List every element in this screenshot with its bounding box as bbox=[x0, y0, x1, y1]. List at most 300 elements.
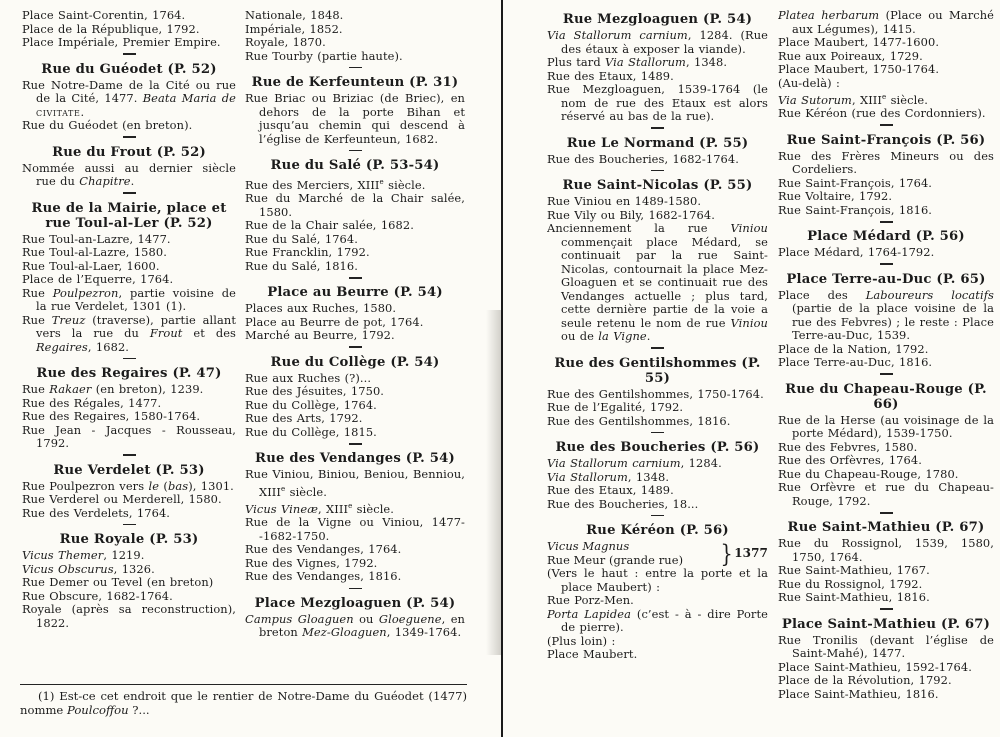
text-run: (Vers le haut : entre la porte et la place Maubert) : bbox=[547, 566, 768, 594]
street-entry bbox=[245, 92, 465, 146]
text-run: Rue des Boucheries, 18... bbox=[547, 496, 699, 511]
text-run: Rue aux Poireaux, 1729. bbox=[778, 48, 923, 63]
text-run: siècle. bbox=[285, 484, 327, 499]
text-run: Rue du Collège, 1764. bbox=[245, 397, 377, 412]
text-run: (traverse), partie allant vers la rue du bbox=[36, 312, 236, 340]
street-entry bbox=[547, 484, 768, 498]
section-heading bbox=[245, 158, 465, 173]
section-heading bbox=[245, 596, 465, 611]
text-run: e bbox=[281, 483, 286, 493]
text-run: Rue des Arts, 1792. bbox=[245, 411, 363, 426]
street-entry bbox=[245, 219, 465, 233]
text-run: Rue des Regaires (P. 47) bbox=[36, 366, 222, 381]
text-run: Rue Royale (P. 53) bbox=[59, 532, 199, 547]
text-run: Rue des Gentilshommes, 1816. bbox=[547, 413, 731, 428]
text-run: Rue Verdelet (P. 53) bbox=[53, 462, 205, 478]
text-run: Rue Tronilis (devant l’église de Saint-Mahé), 1477. bbox=[778, 632, 994, 661]
text-run: Rue Kéréon (P. 56) bbox=[586, 523, 729, 538]
section-heading bbox=[547, 356, 768, 386]
street-entry bbox=[22, 260, 236, 274]
text-run: Rue du Collège, 1815. bbox=[245, 424, 377, 439]
italic-text: le bbox=[148, 478, 160, 493]
divider-dash bbox=[349, 277, 362, 279]
street-entry bbox=[778, 190, 994, 204]
street-entry bbox=[22, 603, 236, 630]
italic-text: Beata Maria de bbox=[142, 91, 236, 105]
section-divider bbox=[547, 124, 768, 133]
street-entry bbox=[547, 471, 768, 485]
text-run: Rue du Salé, 1764. bbox=[245, 231, 358, 246]
divider-dash bbox=[651, 127, 664, 129]
brace-glyph: } bbox=[720, 539, 733, 568]
braced-line bbox=[547, 554, 719, 568]
street-entry bbox=[22, 563, 236, 577]
text-run: Place de la Révolution, 1792. bbox=[778, 673, 952, 688]
section-heading bbox=[547, 136, 768, 151]
text-run: Rue Saint-Mathieu, 1816. bbox=[778, 590, 930, 605]
italic-text: Chapitre bbox=[79, 174, 131, 188]
divider-dash bbox=[123, 53, 136, 55]
text-run: Place Maubert. bbox=[547, 647, 638, 661]
street-entry bbox=[778, 356, 994, 370]
text-run: Rue des Jésuites, 1750. bbox=[245, 384, 385, 399]
street-entry bbox=[778, 591, 994, 605]
street-entry bbox=[547, 222, 768, 344]
street-entry bbox=[778, 50, 994, 64]
section-heading bbox=[245, 285, 465, 300]
braced-lines bbox=[547, 540, 719, 567]
divider-dash bbox=[123, 454, 136, 456]
section-divider bbox=[547, 428, 768, 437]
text-run: , 1348. bbox=[627, 469, 670, 484]
text-run: Rue du Rossignol, 1539, 1580, 1750, 1764. bbox=[778, 536, 994, 564]
text-run: Rue des Regaires, 1580-1764. bbox=[22, 409, 201, 423]
section-heading bbox=[547, 12, 768, 27]
text-run: Rue des Frères Mineurs ou des Cordeliers. bbox=[778, 148, 994, 177]
text-run: Rue Notre-Dame de la Cité ou rue de la Cité, 1477. bbox=[22, 77, 236, 105]
right-page-column-1 bbox=[547, 9, 768, 731]
divider-dash bbox=[349, 443, 362, 445]
street-entry bbox=[778, 674, 994, 688]
section-divider bbox=[245, 439, 465, 448]
section-heading bbox=[22, 366, 236, 381]
text-run: ou bbox=[353, 611, 379, 626]
street-entry bbox=[547, 567, 768, 594]
street-entry bbox=[22, 576, 236, 590]
text-run: Rue Mezgloaguen, 1539-1764 (le nom de rue des Etaux est alors réservé au bas de la rue). bbox=[547, 82, 768, 123]
section-heading bbox=[22, 201, 236, 231]
text-run: Place Médard, 1764-1792. bbox=[778, 245, 935, 260]
section-divider bbox=[22, 50, 236, 59]
text-run: , partie voisine de la rue Verdelet, 1301 (1). bbox=[36, 285, 236, 313]
text-run: Rue des Vendanges (P. 54) bbox=[255, 451, 455, 467]
street-entry bbox=[547, 594, 768, 608]
street-entry bbox=[547, 83, 768, 124]
left-page-column-1 bbox=[22, 9, 236, 681]
section-heading bbox=[778, 617, 994, 632]
text-run: Rue Saint-Mathieu (P. 67) bbox=[787, 520, 985, 536]
italic-text: Mez-Gloaguen bbox=[302, 625, 387, 640]
section-divider bbox=[778, 260, 994, 269]
text-run: Impériale, 1852. bbox=[245, 21, 343, 36]
text-run: Rue Toul-al-Lazre, 1580. bbox=[22, 245, 167, 259]
street-entry bbox=[778, 537, 994, 564]
text-run: Rue Briac ou Briziac (de Briec), en dehors de la porte Bihan et jusqu’au chemin qui descend à l’église de Kerfeunteun, 1682. bbox=[245, 91, 465, 146]
section-divider bbox=[245, 63, 465, 72]
street-entry bbox=[245, 36, 465, 50]
street-entry bbox=[22, 424, 236, 451]
section-heading bbox=[22, 532, 236, 547]
divider-dash bbox=[349, 150, 362, 152]
street-entry bbox=[22, 314, 236, 355]
text-run: Royale (après sa reconstruction), 1822. bbox=[22, 602, 236, 630]
text-run: , XIII bbox=[851, 92, 882, 107]
divider-dash bbox=[123, 524, 136, 526]
street-entry bbox=[778, 634, 994, 661]
text-run: Anciennement la rue bbox=[547, 221, 731, 235]
street-entry bbox=[778, 343, 994, 357]
text-run: Place Saint-Mathieu, 1592-1764. bbox=[778, 659, 972, 674]
text-run: Rue des Etaux, 1489. bbox=[547, 68, 674, 83]
italic-text: Campus Gloaguen bbox=[245, 611, 354, 626]
text-run: Rue Voltaire, 1792. bbox=[778, 189, 893, 204]
street-entry bbox=[245, 316, 465, 330]
street-entry bbox=[547, 70, 768, 84]
street-entry bbox=[245, 412, 465, 426]
street-entry bbox=[22, 119, 236, 133]
section-heading bbox=[22, 62, 236, 77]
text-run: Rue de la Mairie, place et rue Toul-al-Ler (P. 52) bbox=[31, 200, 227, 231]
divider-dash bbox=[349, 588, 362, 590]
street-entry bbox=[778, 441, 994, 455]
text-run: Rue du Frout (P. 52) bbox=[52, 144, 206, 160]
text-run: et des bbox=[182, 326, 236, 340]
section-heading bbox=[547, 178, 768, 193]
text-run: e bbox=[348, 501, 353, 511]
brace-date: 1377 bbox=[734, 545, 768, 560]
text-run: , 1682. bbox=[87, 339, 130, 354]
text-run: (Au-delà) : bbox=[778, 75, 840, 90]
text-run: Rue du Collège (P. 54) bbox=[270, 354, 440, 370]
text-run: Rue du Salé (P. 53-54) bbox=[270, 158, 440, 173]
text-run: . bbox=[130, 174, 135, 188]
text-run: Plus tard bbox=[547, 55, 606, 69]
footnote bbox=[20, 684, 467, 717]
gutter-shadow bbox=[486, 310, 501, 655]
text-run: Rue des Verdelets, 1764. bbox=[22, 505, 171, 520]
section-heading bbox=[778, 229, 994, 244]
street-entry bbox=[22, 246, 236, 260]
text-run: Rue du Chapeau-Rouge (P. 66) bbox=[785, 381, 987, 412]
text-run: Rue Vily ou Bily, 1682-1764. bbox=[547, 207, 715, 222]
street-entry bbox=[22, 480, 236, 494]
text-run: Rue des Régales, 1477. bbox=[22, 395, 162, 410]
divider-dash bbox=[880, 124, 893, 126]
text-run: Rue Mezgloaguen (P. 54) bbox=[562, 12, 753, 27]
text-run: Rue du Guéodet (P. 52) bbox=[41, 61, 217, 77]
text-run: Rue Viniou, Biniou, Beniou, Benniou, XIII bbox=[245, 467, 465, 499]
text-run: Rue Obscure, 1682-1764. bbox=[22, 588, 173, 603]
text-run: Rue Poulpezron vers bbox=[22, 478, 149, 493]
text-run: . bbox=[646, 329, 651, 343]
text-run: Rue Meur (grande rue) bbox=[547, 552, 684, 567]
street-entry bbox=[245, 499, 465, 516]
text-run: Place des bbox=[778, 287, 866, 302]
street-entry bbox=[245, 192, 465, 219]
section-heading bbox=[547, 440, 768, 455]
street-entry bbox=[245, 613, 465, 640]
italic-text: Frout bbox=[149, 326, 183, 340]
text-run: , 1326. bbox=[113, 561, 155, 576]
text-run: Rue Viniou en 1489-1580. bbox=[547, 194, 702, 208]
text-run: siècle. bbox=[352, 501, 394, 516]
street-entry bbox=[778, 289, 994, 343]
italic-text: Vicus Themer bbox=[22, 548, 104, 562]
street-entry bbox=[22, 493, 236, 507]
text-run: ), 1301. bbox=[188, 478, 234, 493]
street-entry bbox=[245, 246, 465, 260]
text-run: civitate bbox=[36, 104, 81, 119]
section-divider bbox=[245, 343, 465, 352]
section-divider bbox=[547, 511, 768, 520]
street-entry bbox=[22, 507, 236, 521]
text-run: Nationale, 1848. bbox=[245, 9, 344, 22]
street-entry bbox=[547, 498, 768, 512]
section-heading bbox=[547, 523, 768, 538]
divider-dash bbox=[123, 358, 136, 360]
divider-dash bbox=[651, 347, 664, 349]
text-run: Rue des Vendanges, 1764. bbox=[245, 542, 402, 557]
text-run: commençait place Médard, se continuait par la rue Saint-Nicolas, contournait la place Mez-Gloaguen et se continuait rue des Vendanges actuelle ; plus tard, cette dernière partie de la voie a seule retenu le nom de rue bbox=[561, 234, 768, 330]
street-entry bbox=[245, 557, 465, 571]
text-run: (en breton), 1239. bbox=[91, 382, 204, 396]
left-page-column-2 bbox=[245, 9, 465, 729]
text-run: Rue aux Ruches (?)... bbox=[245, 370, 372, 385]
text-run: Rue Saint-François, 1816. bbox=[778, 202, 933, 217]
text-run: Rue des Boucheries, 1682-1764. bbox=[547, 151, 739, 166]
italic-text: Vicus Obscurus bbox=[22, 561, 114, 576]
street-entry bbox=[245, 260, 465, 274]
text-run: Rue Kéréon (rue des Cordonniers). bbox=[778, 106, 986, 121]
italic-text: la Vigne bbox=[598, 329, 647, 343]
text-run: ( bbox=[159, 478, 168, 493]
divider-dash bbox=[349, 67, 362, 69]
street-entry bbox=[22, 549, 236, 563]
divider-dash bbox=[880, 373, 893, 375]
italic-text: Laboureurs locatifs bbox=[865, 287, 994, 302]
street-entry bbox=[22, 23, 236, 37]
street-entry bbox=[778, 90, 994, 107]
italic-text: Vicus Vineæ bbox=[245, 501, 319, 516]
divider-dash bbox=[123, 136, 136, 138]
street-entry bbox=[22, 273, 236, 287]
italic-text: Poulpezron bbox=[52, 285, 119, 300]
section-divider bbox=[547, 344, 768, 353]
text-run: Rue de la Chair salée, 1682. bbox=[245, 218, 414, 233]
text-run: Rue Saint-Mathieu, 1767. bbox=[778, 563, 930, 578]
italic-text: Via Stallorum bbox=[547, 469, 628, 484]
text-run: Place Impériale, Premier Empire. bbox=[22, 35, 221, 49]
text-run: Rue Saint-François, 1764. bbox=[778, 175, 933, 190]
text-run: Rue Saint-François (P. 56) bbox=[786, 132, 986, 148]
text-run: (partie de la place voisine de la rue des Febvres) ; le reste : Place Terre-au-Duc, 1539. bbox=[792, 301, 994, 343]
text-run: Marché au Beurre, 1792. bbox=[245, 328, 395, 343]
street-entry bbox=[778, 688, 994, 702]
section-divider bbox=[778, 370, 994, 379]
street-entry bbox=[245, 385, 465, 399]
italic-text: Gloeguene bbox=[378, 611, 442, 626]
text-run: Place Mezgloaguen (P. 54) bbox=[254, 595, 456, 611]
text-run: Place Saint-Mathieu (P. 67) bbox=[781, 616, 991, 632]
section-divider bbox=[245, 273, 465, 282]
street-entry bbox=[778, 661, 994, 675]
braced-line bbox=[547, 540, 719, 554]
street-entry bbox=[245, 399, 465, 413]
street-entry bbox=[778, 9, 994, 36]
italic-text: Via Stallorum carnium bbox=[547, 456, 681, 470]
section-divider bbox=[778, 121, 994, 130]
text-run: (Place ou Marché aux Légumes), 1415. bbox=[792, 9, 994, 36]
divider-dash bbox=[880, 512, 893, 514]
text-run: Rue des Merciers, XIII bbox=[245, 177, 380, 192]
street-entry bbox=[245, 468, 465, 499]
street-entry bbox=[245, 302, 465, 316]
divider-dash bbox=[880, 608, 893, 610]
section-heading bbox=[245, 451, 465, 466]
text-run: Rue du Chapeau-Rouge, 1780. bbox=[778, 466, 959, 481]
divider-dash bbox=[880, 221, 893, 223]
text-run: Nommée aussi au dernier siècle rue du bbox=[22, 160, 236, 188]
street-entry bbox=[547, 635, 768, 649]
text-run: Place Maubert, 1750-1764. bbox=[778, 62, 940, 76]
text-run: Place Saint-Mathieu, 1816. bbox=[778, 686, 939, 701]
street-entry bbox=[22, 233, 236, 247]
text-run: Rue des Gentilshommes, 1750-1764. bbox=[547, 386, 764, 401]
text-run: Rue Demer ou Tevel (en breton) bbox=[22, 575, 214, 589]
brace-and-date bbox=[719, 539, 768, 568]
italic-text: Platea herbarum bbox=[778, 9, 880, 22]
text-run: siècle. bbox=[383, 177, 426, 192]
street-entry bbox=[778, 107, 994, 121]
section-divider bbox=[22, 133, 236, 142]
text-run: Place Terre-au-Duc, 1816. bbox=[778, 355, 933, 370]
text-run: Rue du Guéodet (en breton). bbox=[22, 118, 193, 132]
street-entry bbox=[245, 233, 465, 247]
section-heading bbox=[778, 272, 994, 287]
text-run: ?... bbox=[128, 703, 150, 717]
text-run: Rue des Vignes, 1792. bbox=[245, 555, 378, 570]
italic-text: Via Stallorum carnium bbox=[547, 28, 688, 42]
text-run: Rue de Kerfeunteun (P. 31) bbox=[251, 75, 459, 90]
text-run: Place au Beurre de pot, 1764. bbox=[245, 314, 424, 329]
section-divider bbox=[22, 520, 236, 529]
section-heading bbox=[22, 145, 236, 160]
text-run: Place de l’Equerre, 1764. bbox=[22, 272, 174, 286]
text-run: (1) Est-ce cet endroit que le rentier de Notre-Dame du Guéodet (1477) nomme bbox=[20, 689, 467, 717]
text-run: , XIII bbox=[318, 501, 349, 516]
section-heading bbox=[245, 75, 465, 90]
street-entry bbox=[22, 9, 236, 23]
street-entry bbox=[547, 209, 768, 223]
italic-text: Via Sutorum bbox=[778, 92, 852, 107]
italic-text: Viniou bbox=[730, 315, 768, 330]
section-divider bbox=[778, 605, 994, 614]
text-run: Place de la Nation, 1792. bbox=[778, 341, 929, 356]
text-run: Rue Toul-an-Lazre, 1477. bbox=[22, 231, 171, 246]
street-entry bbox=[547, 388, 768, 402]
street-entry bbox=[22, 410, 236, 424]
text-run: Place au Beurre (P. 54) bbox=[267, 285, 443, 301]
text-run: , 1284. bbox=[680, 456, 722, 470]
street-entry bbox=[22, 397, 236, 411]
street-entry bbox=[778, 36, 994, 50]
text-run: Rue Toul-al-Laer, 1600. bbox=[22, 258, 160, 273]
street-entry bbox=[22, 590, 236, 604]
street-entry bbox=[22, 79, 236, 120]
street-entry bbox=[547, 648, 768, 662]
divider-dash bbox=[651, 432, 664, 434]
text-run: Rue de la Vigne ou Viniou, 1477--1682-1750. bbox=[245, 515, 465, 543]
text-run: Places aux Ruches, 1580. bbox=[245, 301, 397, 316]
street-entry bbox=[778, 77, 994, 91]
text-run: , en breton bbox=[259, 611, 465, 640]
street-entry bbox=[778, 564, 994, 578]
section-divider bbox=[22, 354, 236, 363]
text-run: Rue Jean - Jacques - Rousseau, 1792. bbox=[22, 422, 236, 450]
text-run: Rue des Vendanges, 1816. bbox=[245, 569, 402, 584]
text-run: Place Maubert, 1477-1600. bbox=[778, 35, 940, 49]
text-run: siècle. bbox=[886, 92, 928, 107]
text-run: , 1348. bbox=[685, 55, 728, 69]
section-divider bbox=[22, 451, 236, 460]
street-entry bbox=[22, 36, 236, 50]
text-run: Rue Tourby (partie haute). bbox=[245, 48, 403, 63]
italic-text: Rakaer bbox=[49, 382, 92, 396]
text-run: Royale, 1870. bbox=[245, 35, 326, 49]
section-heading bbox=[778, 133, 994, 148]
italic-text: Porta Lapidea bbox=[547, 606, 632, 621]
section-heading bbox=[778, 520, 994, 535]
section-divider bbox=[778, 217, 994, 226]
street-entry bbox=[245, 516, 465, 543]
divider-dash bbox=[349, 346, 362, 348]
street-entry bbox=[778, 246, 994, 260]
divider-dash bbox=[651, 170, 664, 172]
text-run: , 1284. (Rue des étaux à exposer la viande). bbox=[561, 28, 768, 56]
street-entry bbox=[778, 454, 994, 468]
section-divider bbox=[245, 146, 465, 155]
street-entry bbox=[778, 63, 994, 77]
italic-text: Viniou bbox=[730, 221, 768, 235]
street-entry bbox=[547, 56, 768, 70]
text-run: Rue bbox=[22, 382, 50, 396]
text-run: ou de bbox=[561, 329, 599, 343]
text-run: Rue Orfèvre et rue du Chapeau-Rouge, 1792. bbox=[778, 480, 994, 508]
street-entry bbox=[778, 468, 994, 482]
street-entry bbox=[245, 329, 465, 343]
street-entry bbox=[547, 457, 768, 471]
street-entry bbox=[245, 23, 465, 37]
divider-dash bbox=[651, 515, 664, 517]
italic-text: bas bbox=[167, 478, 189, 493]
street-entry bbox=[22, 287, 236, 314]
italic-text: Via Stallorum bbox=[605, 55, 686, 69]
text-run: Place Terre-au-Duc (P. 65) bbox=[786, 271, 986, 287]
street-entry bbox=[245, 50, 465, 64]
italic-text: Poulcoffou bbox=[66, 703, 129, 717]
text-run: e bbox=[379, 177, 384, 186]
street-entry bbox=[245, 570, 465, 584]
